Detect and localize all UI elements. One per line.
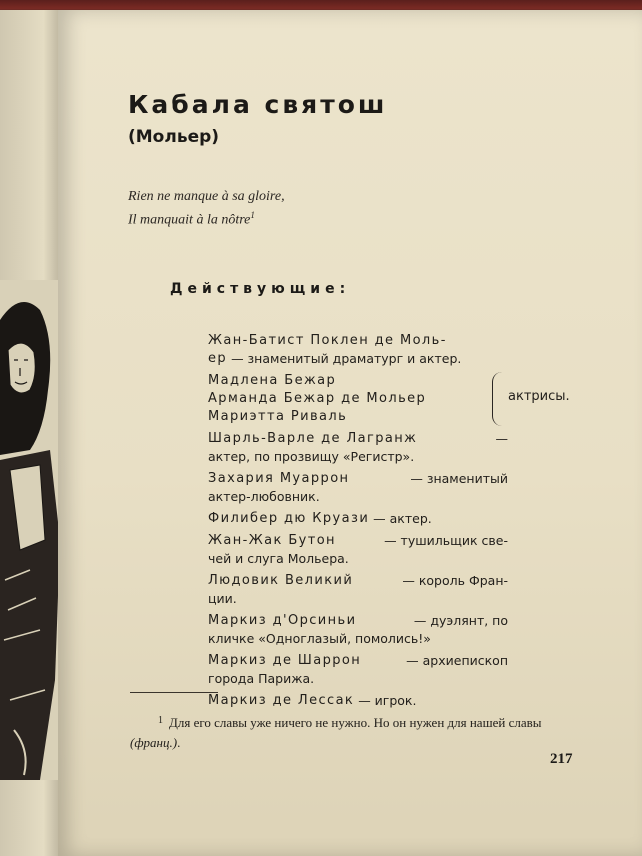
cast-entry-charron: Маркиз де Шаррон — архиепископ города Парижа. bbox=[208, 653, 508, 686]
footnote-language: (франц.) bbox=[130, 735, 178, 750]
cast-group-actresses: Мадлена Бежар Арманда Бежар де Мольер Мариэтта Риваль актрисы. bbox=[208, 373, 570, 424]
epigraph-line-2: Il manquait à la nôtre$^1$ bbox=[128, 210, 255, 228]
cast-heading: Действующие: bbox=[170, 281, 351, 297]
cast-entry-lessac: Маркиз де Лессак — игрок. bbox=[208, 693, 417, 708]
cast-entry-du-croisy: Филибер дю Круази — актер. bbox=[208, 511, 432, 526]
epigraph bbox=[128, 187, 285, 230]
book-page bbox=[58, 10, 642, 856]
cast-entry-moirron: Захария Муаррон — знаменитый актер-любовник. bbox=[208, 471, 508, 504]
cast-entry-orsini: Маркиз д'Орсиньи — дуэлянт, по кличке «Одноглазый, помолись!» bbox=[208, 613, 508, 646]
previous-page-edge bbox=[0, 10, 62, 856]
cast-entry-lagrange: Шарль-Варле де Лагранж — актер, по прозвищу «Регистр». bbox=[208, 431, 508, 464]
play-title: Кабала святош bbox=[128, 90, 388, 119]
moliere-engraving-illustration bbox=[0, 280, 62, 780]
cast-entry-moliere: Жан-Батист Поклен де Моль- ер — знаменитый драматург и актер. bbox=[208, 333, 462, 366]
footnote-mark: 1 bbox=[158, 715, 163, 726]
cast-list bbox=[208, 332, 570, 714]
cast-entry-louis: Людовик Великий — король Фран- ции. bbox=[208, 573, 508, 606]
footnote-rule bbox=[130, 692, 218, 693]
page-number: 217 bbox=[550, 751, 573, 767]
epigraph-footnote-mark: 1 bbox=[250, 210, 255, 220]
brace bbox=[492, 372, 504, 426]
cast-entry-bouton: Жан-Жак Бутон — тушильщик све- чей и слуга Мольера. bbox=[208, 533, 508, 566]
play-subtitle: (Мольер) bbox=[128, 127, 220, 147]
footnote: $^1$ Для его славы уже ничего не нужно. Но он нужен для нашей славы (франц.). bbox=[130, 715, 542, 750]
actresses-label: актрисы. bbox=[508, 389, 570, 404]
epigraph-line-1: Rien ne manque à sa gloire, bbox=[128, 189, 285, 204]
footnote-text: Для его славы уже ничего не нужно. Но он нужен для нашей славы bbox=[169, 715, 542, 730]
